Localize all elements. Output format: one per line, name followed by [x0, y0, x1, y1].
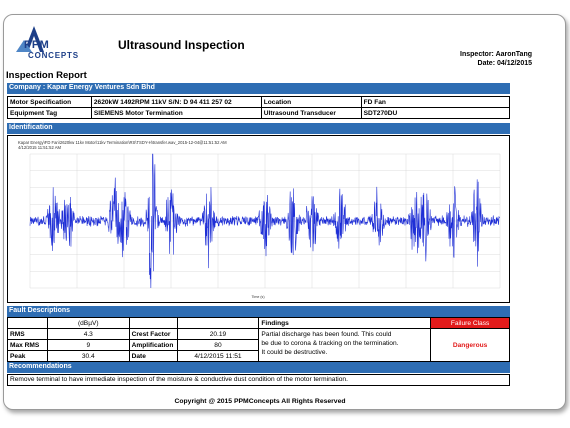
crest-factor-value: 20.19	[177, 329, 259, 340]
table-row	[8, 318, 510, 329]
motor-spec-value: 2620kW 1492RPM 11kV S/N: D 94 411 257 02	[91, 97, 261, 108]
details-table	[7, 96, 510, 119]
recommendations-band: Recommendations	[7, 362, 510, 373]
table-row	[8, 97, 510, 108]
equipment-tag-value: SIEMENS Motor Termination	[91, 108, 261, 119]
x-axis-label: Time (s)	[251, 295, 265, 299]
document-title: Ultrasound Inspection	[118, 38, 245, 52]
failure-class-value: Dangerous	[431, 329, 510, 362]
report-title: Inspection Report	[6, 70, 87, 81]
peak-label: Peak	[8, 351, 48, 362]
peak-value: 30.4	[47, 351, 129, 362]
waveform-svg	[8, 136, 509, 302]
fault-band: Fault Descriptions	[7, 306, 510, 317]
location-value: FD Fan	[361, 97, 509, 108]
motor-spec-label: Motor Specification	[8, 97, 92, 108]
unit-header: (dBµV)	[47, 318, 129, 329]
location-label: Location	[261, 97, 361, 108]
fault-corner-cell	[8, 318, 48, 329]
fault-empty-cell	[129, 318, 177, 329]
amplification-label: Amplification	[129, 340, 177, 351]
logo-text: PPM	[24, 39, 50, 51]
failure-class-header: Failure Class	[431, 318, 510, 329]
rms-value: 4.3	[47, 329, 129, 340]
max-rms-value: 9	[47, 340, 129, 351]
findings-line-3: It could be destructive.	[261, 349, 328, 356]
date-value: 4/12/2015 11:51	[177, 351, 259, 362]
crest-factor-label: Crest Factor	[129, 329, 177, 340]
logo-subtext: CONCEPTS	[28, 51, 79, 60]
identification-band: Identification	[7, 123, 510, 134]
findings-line-1: Partial discharge has been found. This could	[261, 331, 392, 338]
fault-empty-cell	[177, 318, 259, 329]
table-row	[8, 329, 510, 340]
recommendations-text: Remove terminal to have immediate inspection of the moisture & conductive dust condition of the motor termination.	[7, 374, 510, 386]
findings-line-2: be due to corona & tracking on the termination.	[261, 340, 399, 347]
company-band: Company : Kapar Energy Ventures Sdn Bhd	[7, 83, 510, 94]
waveform-chart	[7, 135, 510, 303]
inspector-block	[460, 50, 532, 68]
findings-header: Findings	[259, 318, 431, 329]
chart-caption-2: 4/12/2015 11:51:52 AM	[18, 145, 61, 150]
rms-label: RMS	[8, 329, 48, 340]
equipment-tag-label: Equipment Tag	[8, 108, 92, 119]
max-rms-label: Max RMS	[8, 340, 48, 351]
transducer-label: Ultrasound Transducer	[261, 108, 361, 119]
copyright-footer: Copyright @ 2015 PPMConcepts All Rights Reserved	[174, 398, 346, 405]
transducer-value: SDT270DU	[361, 108, 509, 119]
amplification-value: 80	[177, 340, 259, 351]
inspection-date: Date: 04/12/2015	[477, 60, 532, 67]
table-row	[8, 108, 510, 119]
chart-caption-1: Kapar Energy\FD Fan\2620kw 11kv Motor\11kv Termination\RS\TSDY-H\transfer.wav_2015-12-04@11:51:52 AM	[18, 140, 227, 145]
findings-text	[259, 329, 431, 362]
date-label: Date	[129, 351, 177, 362]
fault-table	[7, 317, 510, 362]
inspector-name: Inspector: AaronTang	[460, 51, 532, 58]
